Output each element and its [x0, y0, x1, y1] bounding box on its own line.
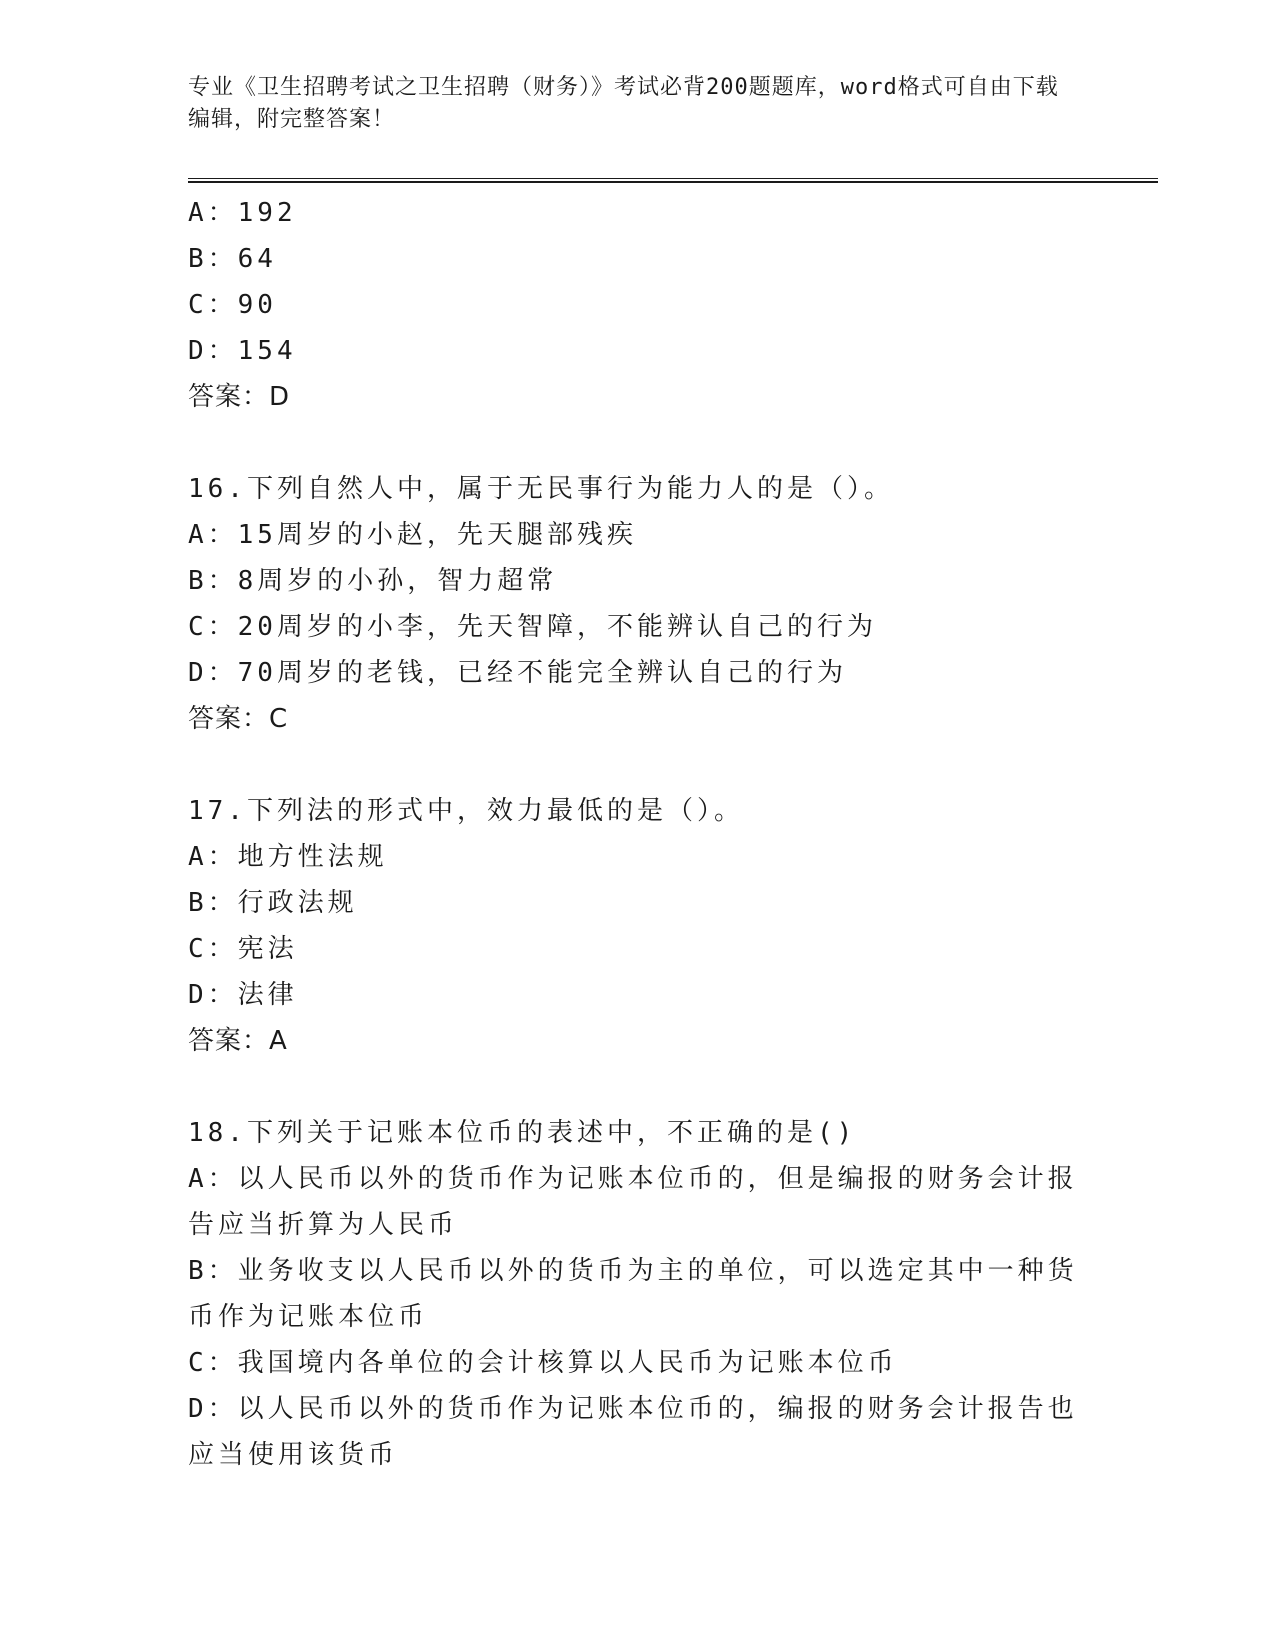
option-a — [188, 1156, 1088, 1248]
option-d — [188, 650, 1088, 696]
option-key: B： — [188, 1256, 238, 1286]
option-c — [188, 604, 1088, 650]
option-b — [188, 1248, 1088, 1340]
option-c — [188, 282, 1088, 328]
option-text: 以人民币以外的货币作为记账本位币的，编报的财务会计报告也应当使用该货币 — [188, 1394, 1078, 1470]
option-d — [188, 972, 1088, 1018]
option-key: C： — [188, 1348, 238, 1378]
option-text: 法律 — [237, 980, 298, 1010]
option-text: 业务收支以人民币以外的货币为主的单位，可以选定其中一种货币作为记账本位币 — [188, 1256, 1078, 1332]
option-text: 宪法 — [237, 934, 298, 964]
option-c — [188, 926, 1088, 972]
document-header: 专业《卫生招聘考试之卫生招聘（财务）》考试必背200题题库，word格式可自由下载编辑，附完整答案！ — [188, 75, 1059, 132]
option-key: A： — [188, 1164, 238, 1194]
option-text: 15周岁的小赵，先天腿部残疾 — [237, 520, 637, 550]
spacer — [188, 1064, 1088, 1110]
question-content — [188, 190, 1088, 1478]
option-key: D： — [188, 336, 238, 366]
header-divider — [188, 178, 1158, 183]
option-a — [188, 512, 1088, 558]
option-key: B： — [188, 888, 238, 918]
spacer — [188, 420, 1088, 466]
option-text: 以人民币以外的货币作为记账本位币的，但是编报的财务会计报告应当折算为人民币 — [188, 1164, 1078, 1240]
option-d — [188, 328, 1088, 374]
answer-line: 答案：A — [188, 1026, 288, 1056]
option-key: D： — [188, 658, 238, 688]
question-16 — [188, 466, 1088, 742]
option-a — [188, 834, 1088, 880]
question-stem: 17.下列法的形式中，效力最低的是（）。 — [188, 796, 744, 826]
answer-line: 答案：C — [188, 704, 289, 734]
option-key: A： — [188, 520, 238, 550]
option-key: A： — [188, 842, 238, 872]
option-text: 8周岁的小孙，智力超常 — [237, 566, 558, 596]
option-text: 我国境内各单位的会计核算以人民币为记账本位币 — [237, 1348, 898, 1378]
option-b — [188, 236, 1088, 282]
option-key: B： — [188, 244, 238, 274]
question-18 — [188, 1110, 1088, 1478]
option-key: D： — [188, 980, 238, 1010]
option-text: 70周岁的老钱，已经不能完全辨认自己的行为 — [237, 658, 847, 688]
option-key: A： — [188, 198, 238, 228]
option-text: 20周岁的小李，先天智障，不能辨认自己的行为 — [237, 612, 877, 642]
question-stem: 16.下列自然人中，属于无民事行为能力人的是（）。 — [188, 474, 894, 504]
option-d — [188, 1386, 1088, 1478]
option-text: 154 — [237, 336, 297, 366]
option-text: 行政法规 — [237, 888, 358, 918]
question-17 — [188, 788, 1088, 1064]
option-a — [188, 190, 1088, 236]
question-15-options — [188, 190, 1088, 420]
answer-line: 答案：D — [188, 382, 291, 412]
option-key: C： — [188, 934, 238, 964]
option-b — [188, 880, 1088, 926]
option-key: D： — [188, 1394, 238, 1424]
option-key: C： — [188, 612, 238, 642]
option-text: 192 — [237, 198, 297, 228]
option-key: C： — [188, 290, 238, 320]
option-key: B： — [188, 566, 238, 596]
option-text: 64 — [237, 244, 277, 274]
option-text: 地方性法规 — [237, 842, 388, 872]
spacer — [188, 742, 1088, 788]
option-b — [188, 558, 1088, 604]
question-stem: 18.下列关于记账本位币的表述中，不正确的是() — [188, 1118, 857, 1148]
option-c — [188, 1340, 1088, 1386]
option-text: 90 — [237, 290, 277, 320]
